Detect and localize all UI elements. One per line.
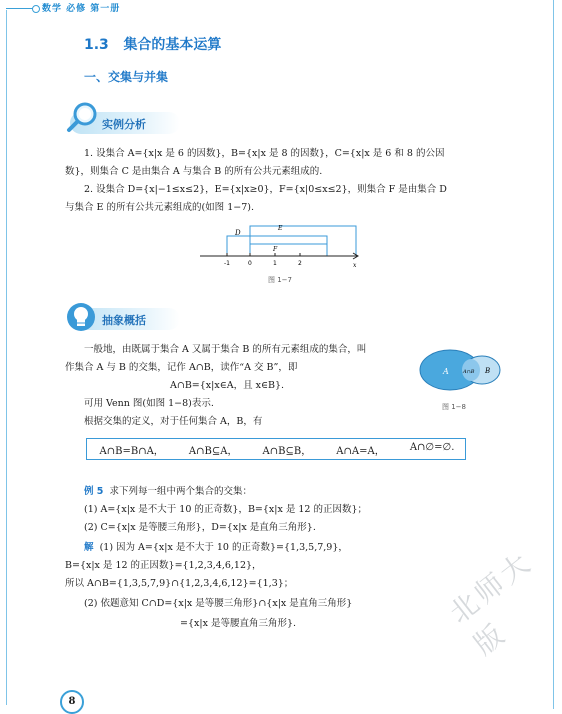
property-subset-a: A∩B⊆A， [188,446,238,457]
property-idempotent: A∩A=A， [336,446,385,457]
solution-line-2: B={x|x 是 12 的正因数}={1,2,3,4,6,12}， [65,560,262,571]
abstract-line-2: 作集合 A 与 B 的交集，记作 A∩B，读作“A 交 B”，即 [65,362,298,373]
section-number: 1.3 [84,37,109,53]
example-5-heading [84,484,252,499]
intersection-properties-box [86,438,466,460]
intersection-formula: A∩B={x|x∈A，且 x∈B}. [170,380,285,391]
example-analysis-label: 实例分析 [102,118,146,131]
page-border-left [6,10,7,705]
lightbulb-icon [64,300,98,334]
analysis-line-2: 数}，则集合 C 是由集合 A 与集合 B 的所有公共元素组成的. [65,166,323,177]
venn-label-AB: A∩B [463,369,475,375]
header-rule [6,8,34,9]
venn-label-B: B [485,367,491,375]
label-x: x [353,262,357,269]
analysis-line-3: 2. 设集合 D={x|−1≤x≤2}，E={x|x≥0}，F={x|0≤x≤2}，则集合 F 是由集合 D [84,184,447,195]
tick-label: 1 [273,260,277,267]
venn-diagram [418,348,508,400]
solution-line-3: 所以 A∩B={1,3,5,7,9}∩{1,2,3,4,6,12}={1,3}； [65,578,294,589]
abstract-line-4: 根据交集的定义，对于任何集合 A，B，有 [84,416,263,427]
property-commutative: A∩B=B∩A， [99,446,164,457]
solution-label: 解 [84,542,94,553]
example-5-label: 例 5 [84,486,104,497]
section-title [84,34,221,54]
property-empty: A∩∅=∅. [409,442,455,453]
page-number: 8 [60,690,84,714]
example-5-question-2: (2) C={x|x 是等腰三角形}，D={x|x 是直角三角形}. [84,522,316,533]
figure-caption-1-8: 图 1−8 [442,403,466,411]
example-5-prompt: 求下列每一组中两个集合的交集： [109,486,252,497]
abstract-line-1: 一般地，由既属于集合 A 又属于集合 B 的所有元素组成的集合，叫 [84,344,367,355]
section-title-text: 集合的基本运算 [123,37,222,53]
analysis-line-1: 1. 设集合 A={x|x 是 6 的因数}，B={x|x 是 8 的因数}，C={x|x 是 6 和 8 的公因 [84,148,445,159]
figure-caption-1-7: 图 1−7 [268,276,292,284]
publisher-watermark: 北师大版 [443,544,540,662]
subsection-title: 一、交集与并集 [84,70,169,84]
magnifier-icon [66,100,100,134]
tick-label: -1 [224,260,230,267]
tick-label: 0 [248,260,252,267]
solution-line-1-text: (1) 因为 A={x|x 是不大于 10 的正奇数}={1,3,5,7,9}， [99,542,348,553]
example-5-question-1: (1) A={x|x 是不大于 10 的正奇数}，B={x|x 是 12 的正因数}； [84,504,368,515]
venn-label-A: A [443,367,449,376]
solution-line-4: (2) 依题意知 C∩D={x|x 是等腰三角形}∩{x|x 是直角三角形} [84,598,353,609]
property-subset-b: A∩B⊆B， [262,446,312,457]
solution-line-5: ={x|x 是等腰直角三角形}. [180,618,297,629]
solution-line-1 [84,540,348,555]
label-E: E [278,225,283,232]
abstract-line-3: 可用 Venn 图(如图 1−8)表示. [84,398,214,409]
running-header: 数学 必修 第一册 [42,4,121,14]
number-line-figure [195,222,365,274]
tick-label: 2 [298,260,302,267]
header-dot [32,5,40,13]
label-F: F [273,246,278,253]
analysis-line-4: 与集合 E 的所有公共元素组成的(如图 1−7). [65,202,254,213]
abstract-summary-label: 抽象概括 [102,314,146,327]
label-D: D [235,229,241,237]
